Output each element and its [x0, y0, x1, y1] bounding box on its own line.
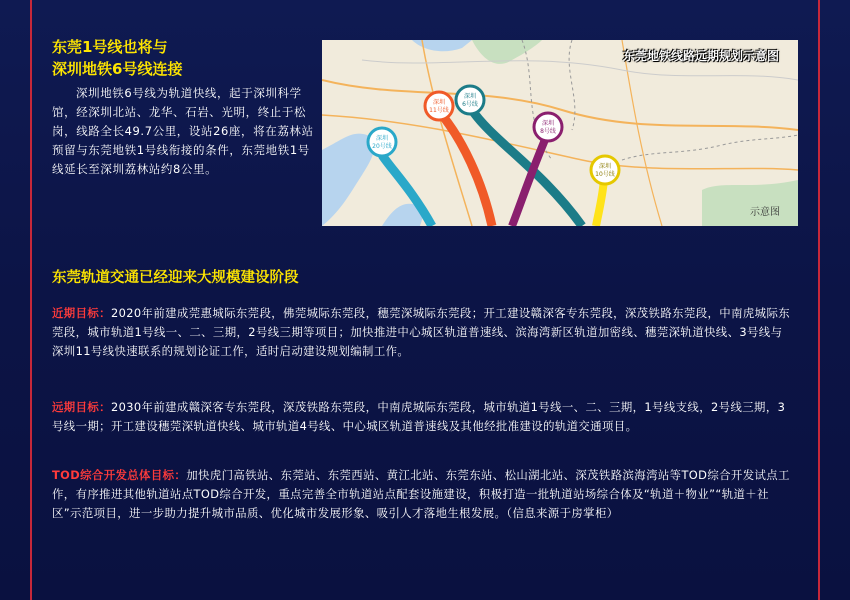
station-label-11 — [425, 92, 453, 120]
section1-paragraph: 深圳地铁6号线为轨道快线，起于深圳科学馆，经深圳北站、龙华、石岩、光明，终止于松岗，线路全长49.7公里，设站26座，将在荔林站预留与东莞地铁1号线衔接的条件，东莞地铁1号线延长至深圳荔林站约8公里。 — [52, 86, 314, 176]
metro-map — [322, 40, 798, 226]
station-label-6 — [456, 86, 484, 114]
station-label-20 — [368, 128, 396, 156]
svg-text:深圳: 深圳 — [598, 163, 612, 170]
svg-text:8号线: 8号线 — [540, 128, 556, 135]
station-label-8 — [534, 113, 562, 141]
svg-text:11号线: 11号线 — [429, 107, 449, 114]
tod-text: 加快虎门高铁站、东莞站、东莞西站、黄江北站、东莞东站、松山湖北站、深茂铁路滨海湾站等TOD综合开发试点工作，有序推进其他轨道站点TOD综合开发，重点完善全市轨道站点配套设施建设，积极打造一批轨道站场综合体及“轨道＋物业”“轨道＋社区”示范项目，进一步助力提升城市品质、优化城市发展形象、吸引人才落地生根发展。（信息来源于房掌柜） — [52, 468, 790, 520]
section1-heading-line2: 深圳地铁6号线连接 — [52, 60, 183, 78]
near-term-goal — [52, 304, 792, 361]
long-term-label: 远期目标： — [52, 400, 111, 414]
long-term-text: 2030年前建成赣深客专东莞段，深茂铁路东莞段，中南虎城际东莞段，城市轨道1号线一、二、三期，1号线支线，2号线三期，3号线一期；开工建设穗莞深轨道快线、城市轨道4号线、中心城区轨道普速线及其他经批准建设的轨道交通项目。 — [52, 400, 786, 433]
near-term-text: 2020年前建成莞惠城际东莞段，佛莞城际东莞段，穗莞深城际东莞段；开工建设赣深客专东莞段，深茂铁路东莞段，中南虎城际东莞段，城市轨道1号线一、二、三期，2号线三期等项目；加快推进中心城区轨道普速线、滨海湾新区轨道加密线、穗莞深轨道快线、3号线与深圳11号线快速联系的规划论证工作，适时启动建设规划编制工作。 — [52, 306, 791, 358]
svg-text:10号线: 10号线 — [595, 171, 615, 178]
section2-heading: 东莞轨道交通已经迎来大规模建设阶段 — [52, 270, 299, 286]
station-label-10 — [591, 156, 619, 184]
frame-right-border — [818, 0, 820, 600]
svg-text:6号线: 6号线 — [462, 101, 478, 108]
svg-text:20号线: 20号线 — [372, 143, 392, 150]
long-term-goal — [52, 398, 792, 436]
map-graphic — [322, 40, 798, 226]
svg-text:深圳: 深圳 — [463, 93, 477, 100]
frame-left-border — [30, 0, 32, 600]
svg-text:深圳: 深圳 — [375, 135, 389, 142]
map-caption: 示意图 — [750, 207, 780, 218]
near-term-label: 近期目标： — [52, 306, 111, 320]
section1-heading-line1: 东莞1号线也将与 — [52, 38, 168, 56]
svg-text:深圳: 深圳 — [541, 120, 555, 127]
tod-goal — [52, 466, 792, 523]
svg-text:深圳: 深圳 — [432, 99, 446, 106]
map-title: 东莞地铁线路远期规划示意图 — [622, 49, 779, 63]
tod-label: TOD综合开发总体目标： — [52, 468, 187, 482]
section1-heading — [52, 36, 312, 80]
